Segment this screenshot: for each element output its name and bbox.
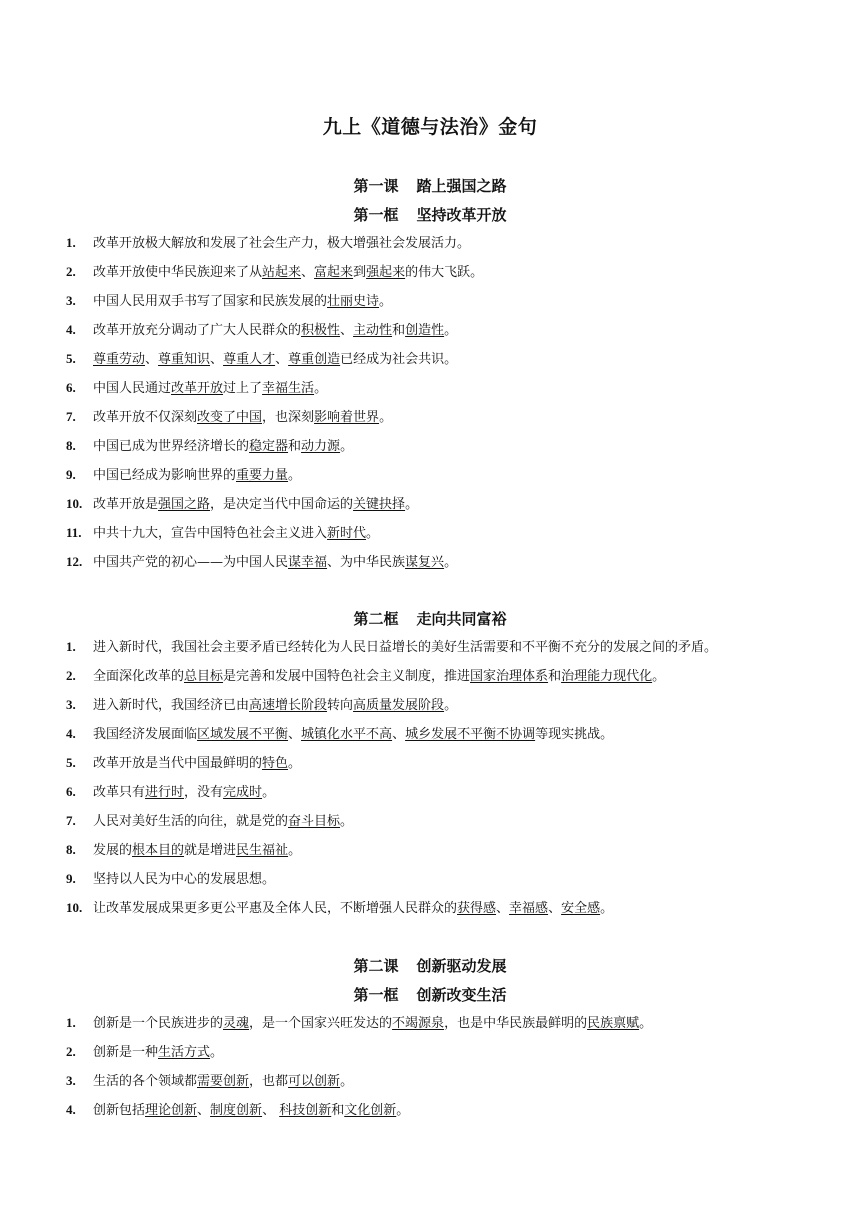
list-item [66, 436, 856, 457]
item-text: 改革开放不仅深刻 [93, 410, 198, 425]
key-phrase: 富起来 [314, 265, 354, 280]
item-text: 改革开放使中华民族迎来了从 [93, 265, 263, 280]
item-text: 中国共产党的初心——为中国人民 [93, 555, 289, 570]
key-phrase: 积极性 [301, 323, 341, 338]
list-item [66, 637, 856, 658]
frame-heading: 第一框 坚持改革开放 [353, 206, 507, 224]
key-phrase: 治理能力现代化 [561, 669, 653, 684]
key-phrase: 主动性 [353, 323, 393, 338]
list-item [66, 1071, 856, 1092]
item-text: 改革开放充分调动了广大人民群众的 [93, 323, 302, 338]
item-text: 。 [340, 814, 354, 829]
key-phrase: 安全感 [561, 901, 601, 916]
list-item [66, 378, 856, 399]
item-text: 、 [392, 727, 406, 742]
frame-heading: 第一框 创新改变生活 [353, 986, 507, 1004]
item-text: 、 [548, 901, 562, 916]
key-phrase: 高速增长阶段 [249, 698, 328, 713]
key-phrase: 站起来 [262, 265, 302, 280]
item-text: 是完善和发展中国特色社会主义制度，推进 [223, 669, 471, 684]
key-phrase: 根本目的 [132, 843, 185, 858]
lesson-heading: 第二课 创新驱动发展 [353, 957, 507, 975]
key-phrase: 理论创新 [145, 1103, 198, 1118]
key-phrase: 需要创新 [197, 1074, 250, 1089]
key-phrase: 动力源 [301, 439, 341, 454]
item-text: 。 [366, 526, 380, 541]
list-item [66, 1100, 856, 1121]
item-text: ，是决定当代中国命运的 [210, 497, 354, 512]
key-phrase: 影响着世界 [314, 410, 380, 425]
item-text: 中国已成为世界经济增长的 [93, 439, 250, 454]
item-text: 、 [210, 352, 224, 367]
list-item [66, 782, 856, 803]
item-number: 12. [66, 554, 83, 569]
key-phrase: 奋斗目标 [288, 814, 341, 829]
key-phrase: 幸福感 [509, 901, 549, 916]
item-text: 。 [288, 843, 302, 858]
key-phrase: 不竭源泉 [392, 1016, 445, 1031]
item-text: 。 [379, 294, 393, 309]
item-text: 让改革发展成果更多更公平惠及全体人民，不断增强人民群众的 [93, 901, 458, 916]
item-number: 6. [66, 784, 76, 799]
list-item [66, 695, 856, 716]
list-item [66, 291, 856, 312]
key-phrase: 尊重创造 [288, 352, 341, 367]
item-text: 进入新时代，我国经济已由 [93, 698, 250, 713]
item-text: 和 [392, 323, 406, 338]
item-number: 6. [66, 380, 76, 395]
list-item [66, 523, 856, 544]
item-text: 。 [405, 497, 419, 512]
item-text: 。 [288, 756, 302, 771]
key-phrase: 文化创新 [344, 1103, 397, 1118]
item-number: 8. [66, 842, 76, 857]
item-text: 改革开放极大解放和发展了社会生产力，极大增强社会发展活力。 [93, 236, 471, 251]
list-item [66, 724, 856, 745]
item-number: 4. [66, 1102, 76, 1117]
item-text: 、为中华民族 [327, 555, 406, 570]
item-number: 2. [66, 668, 76, 683]
item-text: 全面深化改革的 [93, 669, 185, 684]
item-text: 转向 [327, 698, 354, 713]
item-text: 的伟大飞跃。 [405, 265, 484, 280]
document-title: 九上《道德与法治》金句 [322, 116, 538, 138]
item-text: 创新是一种 [93, 1045, 159, 1060]
key-phrase: 获得感 [457, 901, 497, 916]
list-item [66, 320, 856, 341]
item-text: 发展的 [93, 843, 133, 858]
key-phrase: 城乡发展不平衡不协调 [405, 727, 536, 742]
key-phrase: 民生福祉 [236, 843, 289, 858]
frame-heading: 第二框 走向共同富裕 [353, 610, 507, 628]
key-phrase: 尊重劳动 [93, 352, 146, 367]
item-text: 坚持以人民为中心的发展思想。 [93, 872, 276, 887]
item-number: 8. [66, 438, 76, 453]
key-phrase: 强国之路 [158, 497, 211, 512]
key-phrase: 谋幸福 [288, 555, 328, 570]
key-phrase: 改变了中国 [197, 410, 263, 425]
item-text: 、 [275, 352, 289, 367]
item-text: 中国人民通过 [93, 381, 172, 396]
item-number: 4. [66, 726, 76, 741]
item-number: 10. [66, 496, 83, 511]
item-text: 就是增进 [184, 843, 237, 858]
item-number: 10. [66, 900, 83, 915]
list-item [66, 262, 856, 283]
item-number: 5. [66, 755, 76, 770]
item-text: 。 [288, 468, 302, 483]
item-number: 3. [66, 1073, 76, 1088]
list-item [66, 898, 856, 919]
item-number: 3. [66, 293, 76, 308]
item-number: 1. [66, 639, 76, 654]
key-phrase: 区域发展不平衡 [197, 727, 289, 742]
item-text: 。 [444, 555, 458, 570]
key-phrase: 强起来 [366, 265, 406, 280]
key-phrase: 科技创新 [279, 1103, 332, 1118]
item-text: 、 [301, 265, 315, 280]
key-phrase: 国家治理体系 [470, 669, 549, 684]
key-phrase: 创造性 [405, 323, 445, 338]
item-text: 和 [288, 439, 302, 454]
list-item [66, 666, 856, 687]
key-phrase: 灵魂 [223, 1016, 250, 1031]
item-number: 4. [66, 322, 76, 337]
key-phrase: 民族禀赋 [587, 1016, 640, 1031]
key-phrase: 幸福生活 [262, 381, 315, 396]
item-text: 、 [288, 727, 302, 742]
item-text: ，也深刻 [262, 410, 315, 425]
key-phrase: 进行时 [145, 785, 185, 800]
item-text: 进入新时代，我国社会主要矛盾已经转化为人民日益增长的美好生活需要和不平衡不充分的发展之间的矛盾。 [93, 640, 718, 655]
item-number: 9. [66, 467, 76, 482]
item-number: 3. [66, 697, 76, 712]
key-phrase: 谋复兴 [405, 555, 445, 570]
list-item [66, 840, 856, 861]
item-number: 2. [66, 1044, 76, 1059]
key-phrase: 完成时 [223, 785, 263, 800]
item-text: 。 [444, 323, 458, 338]
item-text: 生活的各个领域都 [93, 1074, 198, 1089]
item-text: 、 [340, 323, 354, 338]
key-phrase: 尊重知识 [158, 352, 211, 367]
item-text: 改革只有 [93, 785, 146, 800]
item-text: 中共十九大，宣告中国特色社会主义进入 [93, 526, 328, 541]
item-text: 创新是一个民族进步的 [93, 1016, 224, 1031]
list-item [66, 407, 856, 428]
key-phrase: 特色 [262, 756, 289, 771]
list-item [66, 233, 856, 254]
item-text: 。 [340, 439, 354, 454]
list-item [66, 1042, 856, 1063]
list-item [66, 869, 856, 890]
item-text: ，也都 [249, 1074, 289, 1089]
key-phrase: 尊重人才 [223, 352, 276, 367]
item-text: 中国人民用双手书写了国家和民族发展的 [93, 294, 328, 309]
key-phrase: 总目标 [184, 669, 224, 684]
item-text: 。 [262, 785, 276, 800]
list-item [66, 753, 856, 774]
list-item [66, 465, 856, 486]
item-number: 9. [66, 871, 76, 886]
list-item [66, 1013, 856, 1034]
key-phrase: 生活方式 [158, 1045, 211, 1060]
key-phrase: 重要力量 [236, 468, 289, 483]
key-phrase: 可以创新 [288, 1074, 341, 1089]
lesson-heading: 第一课 踏上强国之路 [353, 177, 507, 195]
item-text: ，也是中华民族最鲜明的 [444, 1016, 588, 1031]
item-text: 创新包括 [93, 1103, 146, 1118]
item-text: ，没有 [184, 785, 224, 800]
item-text: 过上了 [223, 381, 263, 396]
key-phrase: 稳定器 [249, 439, 289, 454]
item-text: 中国已经成为影响世界的 [93, 468, 237, 483]
item-text: 。 [639, 1016, 653, 1031]
item-number: 2. [66, 264, 76, 279]
item-number: 7. [66, 813, 76, 828]
key-phrase: 高质量发展阶段 [353, 698, 445, 713]
item-text: 。 [396, 1103, 410, 1118]
item-text: 到 [353, 265, 367, 280]
item-number: 1. [66, 1015, 76, 1030]
item-text: 和 [331, 1103, 345, 1118]
key-phrase: 城镇化水平不高 [301, 727, 393, 742]
item-text: 。 [340, 1074, 354, 1089]
item-number: 1. [66, 235, 76, 250]
list-item [66, 349, 856, 370]
key-phrase: 改革开放 [171, 381, 224, 396]
item-text: 人民对美好生活的向往，就是党的 [93, 814, 289, 829]
item-text: 、 [145, 352, 159, 367]
item-text: 、 [262, 1103, 280, 1118]
item-text: 。 [652, 669, 666, 684]
item-text: 改革开放是当代中国最鲜明的 [93, 756, 263, 771]
item-text: 、 [496, 901, 510, 916]
item-text: 我国经济发展面临 [93, 727, 198, 742]
item-number: 7. [66, 409, 76, 424]
list-item [66, 552, 856, 573]
item-text: ，是一个国家兴旺发达的 [249, 1016, 393, 1031]
key-phrase: 关键抉择 [353, 497, 406, 512]
item-text: 。 [210, 1045, 224, 1060]
key-phrase: 壮丽史诗 [327, 294, 380, 309]
list-item [66, 494, 856, 515]
item-text: 。 [379, 410, 393, 425]
key-phrase: 新时代 [327, 526, 367, 541]
item-text: 、 [197, 1103, 211, 1118]
item-text: 和 [548, 669, 562, 684]
key-phrase: 制度创新 [210, 1103, 263, 1118]
item-number: 5. [66, 351, 76, 366]
item-text: 。 [600, 901, 614, 916]
item-text: 。 [444, 698, 458, 713]
item-text: 已经成为社会共识。 [340, 352, 458, 367]
list-item [66, 811, 856, 832]
item-text: 等现实挑战。 [535, 727, 614, 742]
item-text: 。 [314, 381, 328, 396]
item-number: 11. [66, 525, 82, 540]
item-text: 改革开放是 [93, 497, 159, 512]
